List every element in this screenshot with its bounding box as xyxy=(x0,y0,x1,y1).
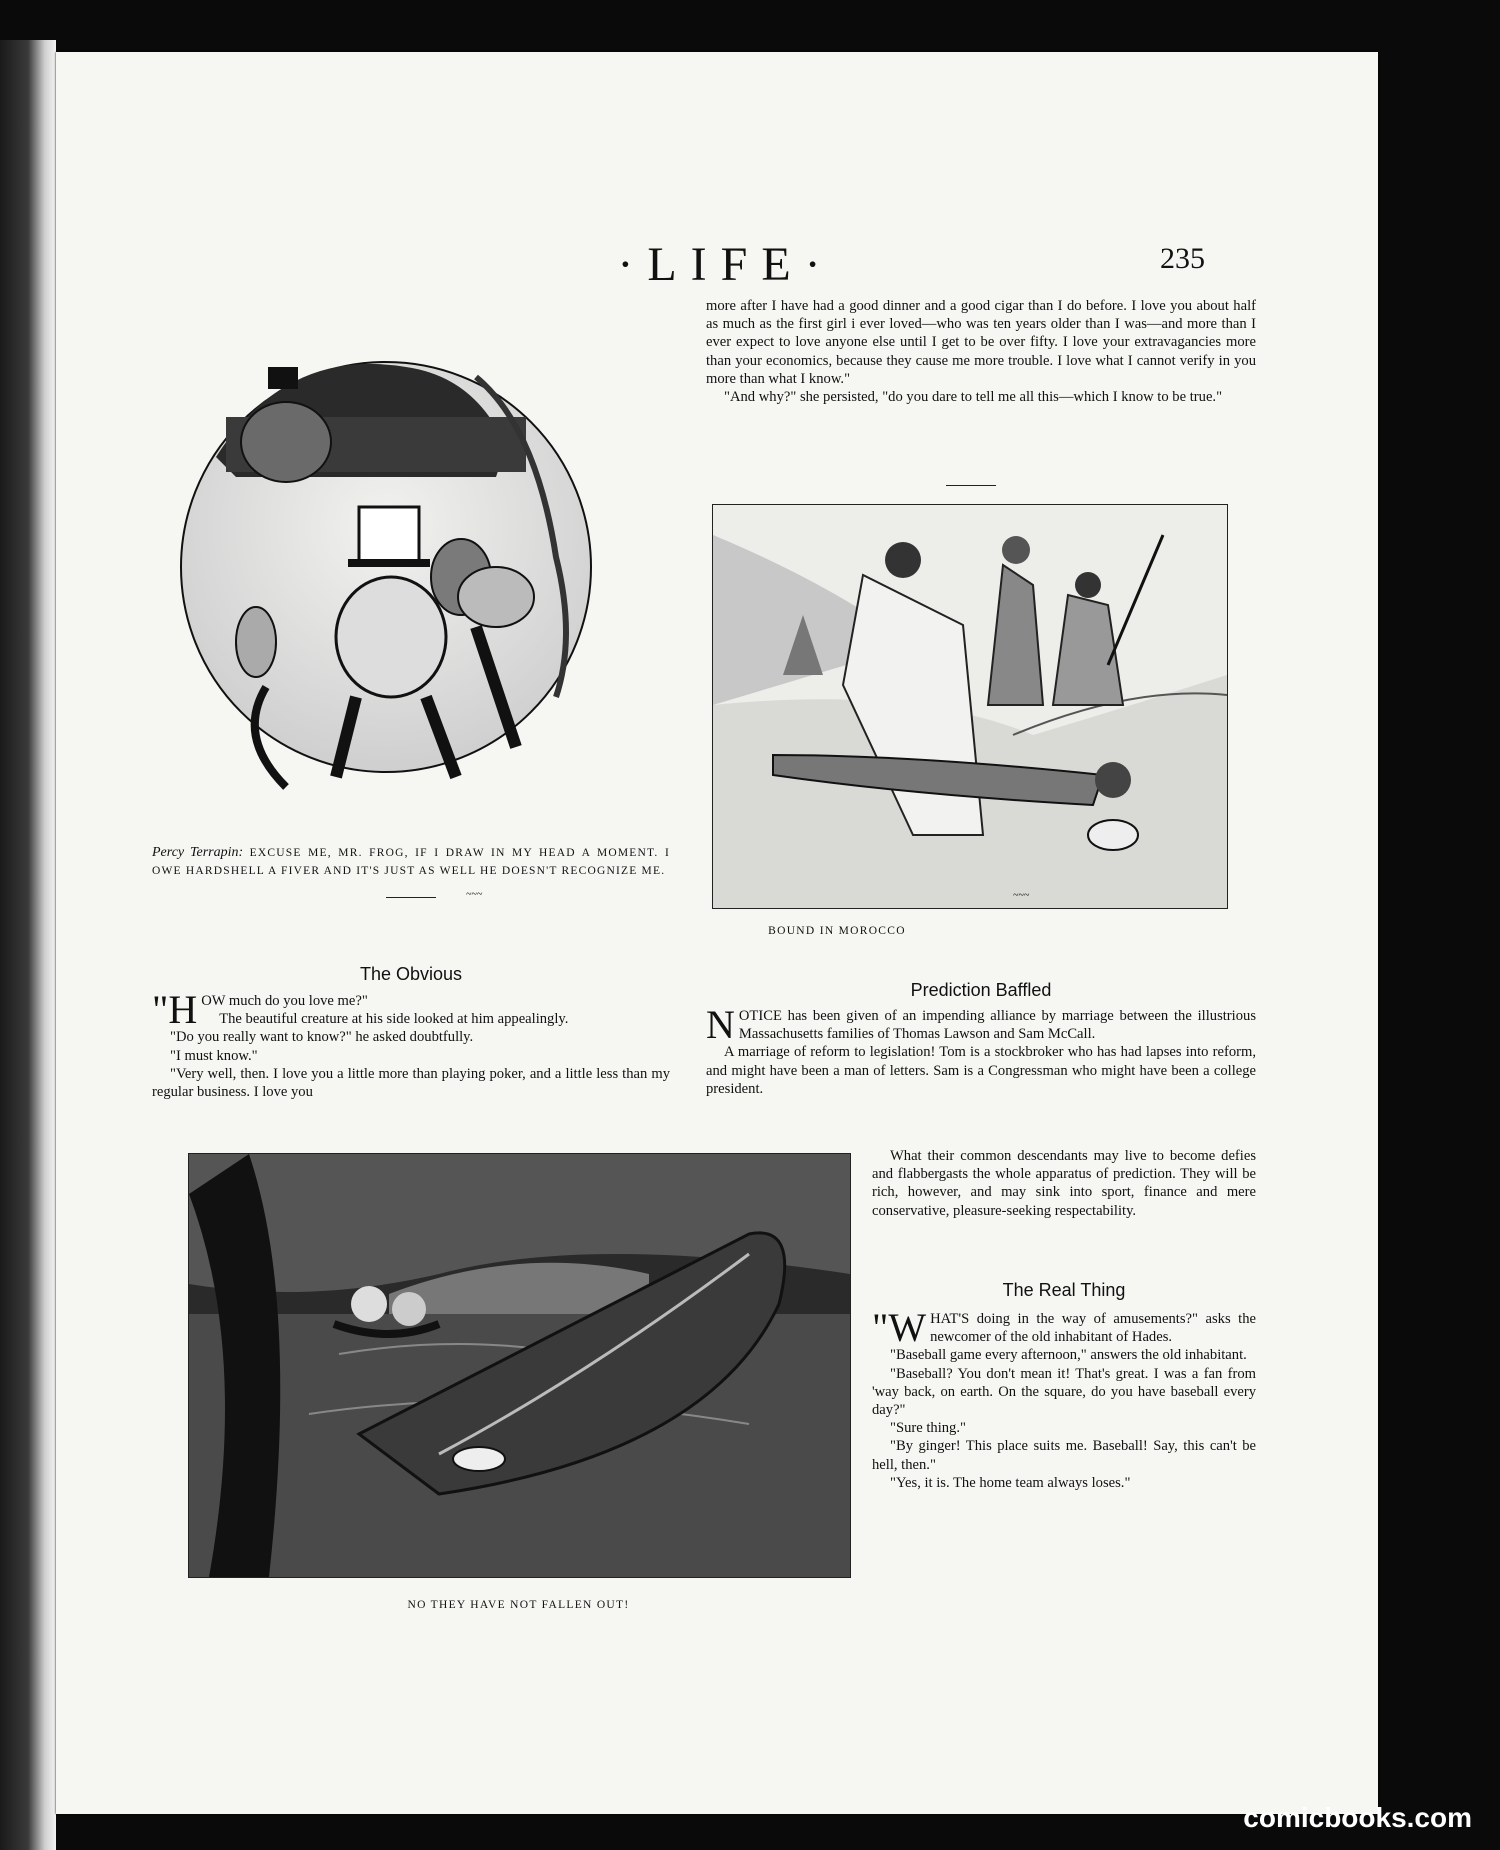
paragraph: OTICE has been given of an impending alliance by marriage between the illustrious Massachusetts families of Thomas Lawson and Sam McCall. xyxy=(738,1008,1256,1043)
dropcap: "H xyxy=(152,987,198,1032)
morocco-illustration xyxy=(713,505,1227,908)
cartoon3-caption: NO THEY HAVE NOT FALLEN OUT! xyxy=(407,1599,630,1611)
cartoon2-caption: BOUND IN MOROCCO xyxy=(768,925,906,937)
paragraph: "Yes, it is. The home team always loses." xyxy=(890,1474,1131,1491)
cartoon-bound-in-morocco xyxy=(712,504,1228,909)
dropcap: N xyxy=(706,1002,735,1047)
cartoon-terrapin-frog xyxy=(176,307,606,900)
cartoon1-caption xyxy=(152,844,670,880)
paragraph: What their common descendants may live to become defies and flabbergasts the whole apparatus of prediction. They will be rich, however, and may sink into sport, finance and mere conservative, pleasure-seeking respectability. xyxy=(872,1148,1256,1219)
paragraph: "By ginger! This place suits me. Baseball! Say, this can't be hell, then." xyxy=(872,1438,1256,1473)
divider-rule xyxy=(946,485,996,486)
paragraph: "Very well, then. I love you a little more than playing poker, and a little less than my regular business. I love you xyxy=(152,1065,670,1101)
paragraph: "Baseball? You don't mean it! That's great. I was a fan from 'way back, on earth. On the square, do you have baseball every day?" xyxy=(872,1365,1256,1419)
artist-signature: ~~~ xyxy=(466,889,483,900)
article-prediction xyxy=(706,1002,1256,1098)
cartoon-rowboat xyxy=(188,1153,851,1578)
caption-speaker: Percy Terrapin: xyxy=(152,845,244,860)
artist-signature: ~~~ xyxy=(1013,890,1030,901)
article-obvious xyxy=(152,987,670,1101)
divider-rule xyxy=(386,897,436,898)
paragraph: HAT'S doing in the way of amusements?" asks the newcomer of the old inhabitant of Hades. xyxy=(930,1311,1256,1346)
paragraph: "I must know." xyxy=(170,1047,258,1064)
article-obvious-continued xyxy=(706,297,1256,406)
cartoon-terrapin-frog-illustration xyxy=(176,307,606,887)
dropcap: "W xyxy=(872,1305,927,1350)
paragraph: "Baseball game every afternoon," answers the old inhabitant. xyxy=(890,1347,1247,1364)
paragraph: The beautiful creature at his side looked at him appealingly. xyxy=(219,1011,569,1028)
article-title-prediction: Prediction Baffled xyxy=(910,980,1052,1000)
article-prediction-narrow xyxy=(872,1147,1256,1220)
rowboat-illustration xyxy=(189,1154,850,1577)
book-spine xyxy=(0,40,56,1850)
watermark: comicbooks.com xyxy=(1243,1802,1472,1833)
paragraph: "Do you really want to know?" he asked doubtfully. xyxy=(170,1029,474,1046)
caption-text: EXCUSE ME, MR. FROG, IF I DRAW IN MY HEAD A MOMENT. I OWE HARDSHELL A FIVER AND IT'S JUST AS WELL HE DOESN'T RECOGNIZE ME. xyxy=(152,847,670,877)
page-number: 235 xyxy=(1160,242,1205,275)
masthead: ·LIFE· xyxy=(617,238,835,291)
paragraph: A marriage of reform to legislation! Tom is a stockbroker who has had lapses into reform, and might have been a man of letters. Sam is a Congressman who might have been a college president. xyxy=(706,1044,1256,1097)
article-title-obvious: The Obvious xyxy=(359,964,463,984)
article-title-real-thing: The Real Thing xyxy=(1002,1280,1126,1300)
magazine-page xyxy=(56,52,1378,1814)
paragraph: "Sure thing." xyxy=(890,1420,966,1437)
paragraph: OW much do you love me?" xyxy=(201,993,368,1009)
paragraph: "And why?" she persisted, "do you dare to tell me all this—which I know to be true." xyxy=(724,389,1223,406)
article-real-thing xyxy=(872,1305,1256,1492)
paragraph: more after I have had a good dinner and a good cigar than I do before. I love you about half as much as the first girl i ever loved—who was ten years older than I was—and more than I ever expect to love anyone else until I get to be over fifty. I love your extravagancies more than your economics, because they cause me more trouble. I love what I cannot verify in you more than what I know." xyxy=(706,298,1256,387)
